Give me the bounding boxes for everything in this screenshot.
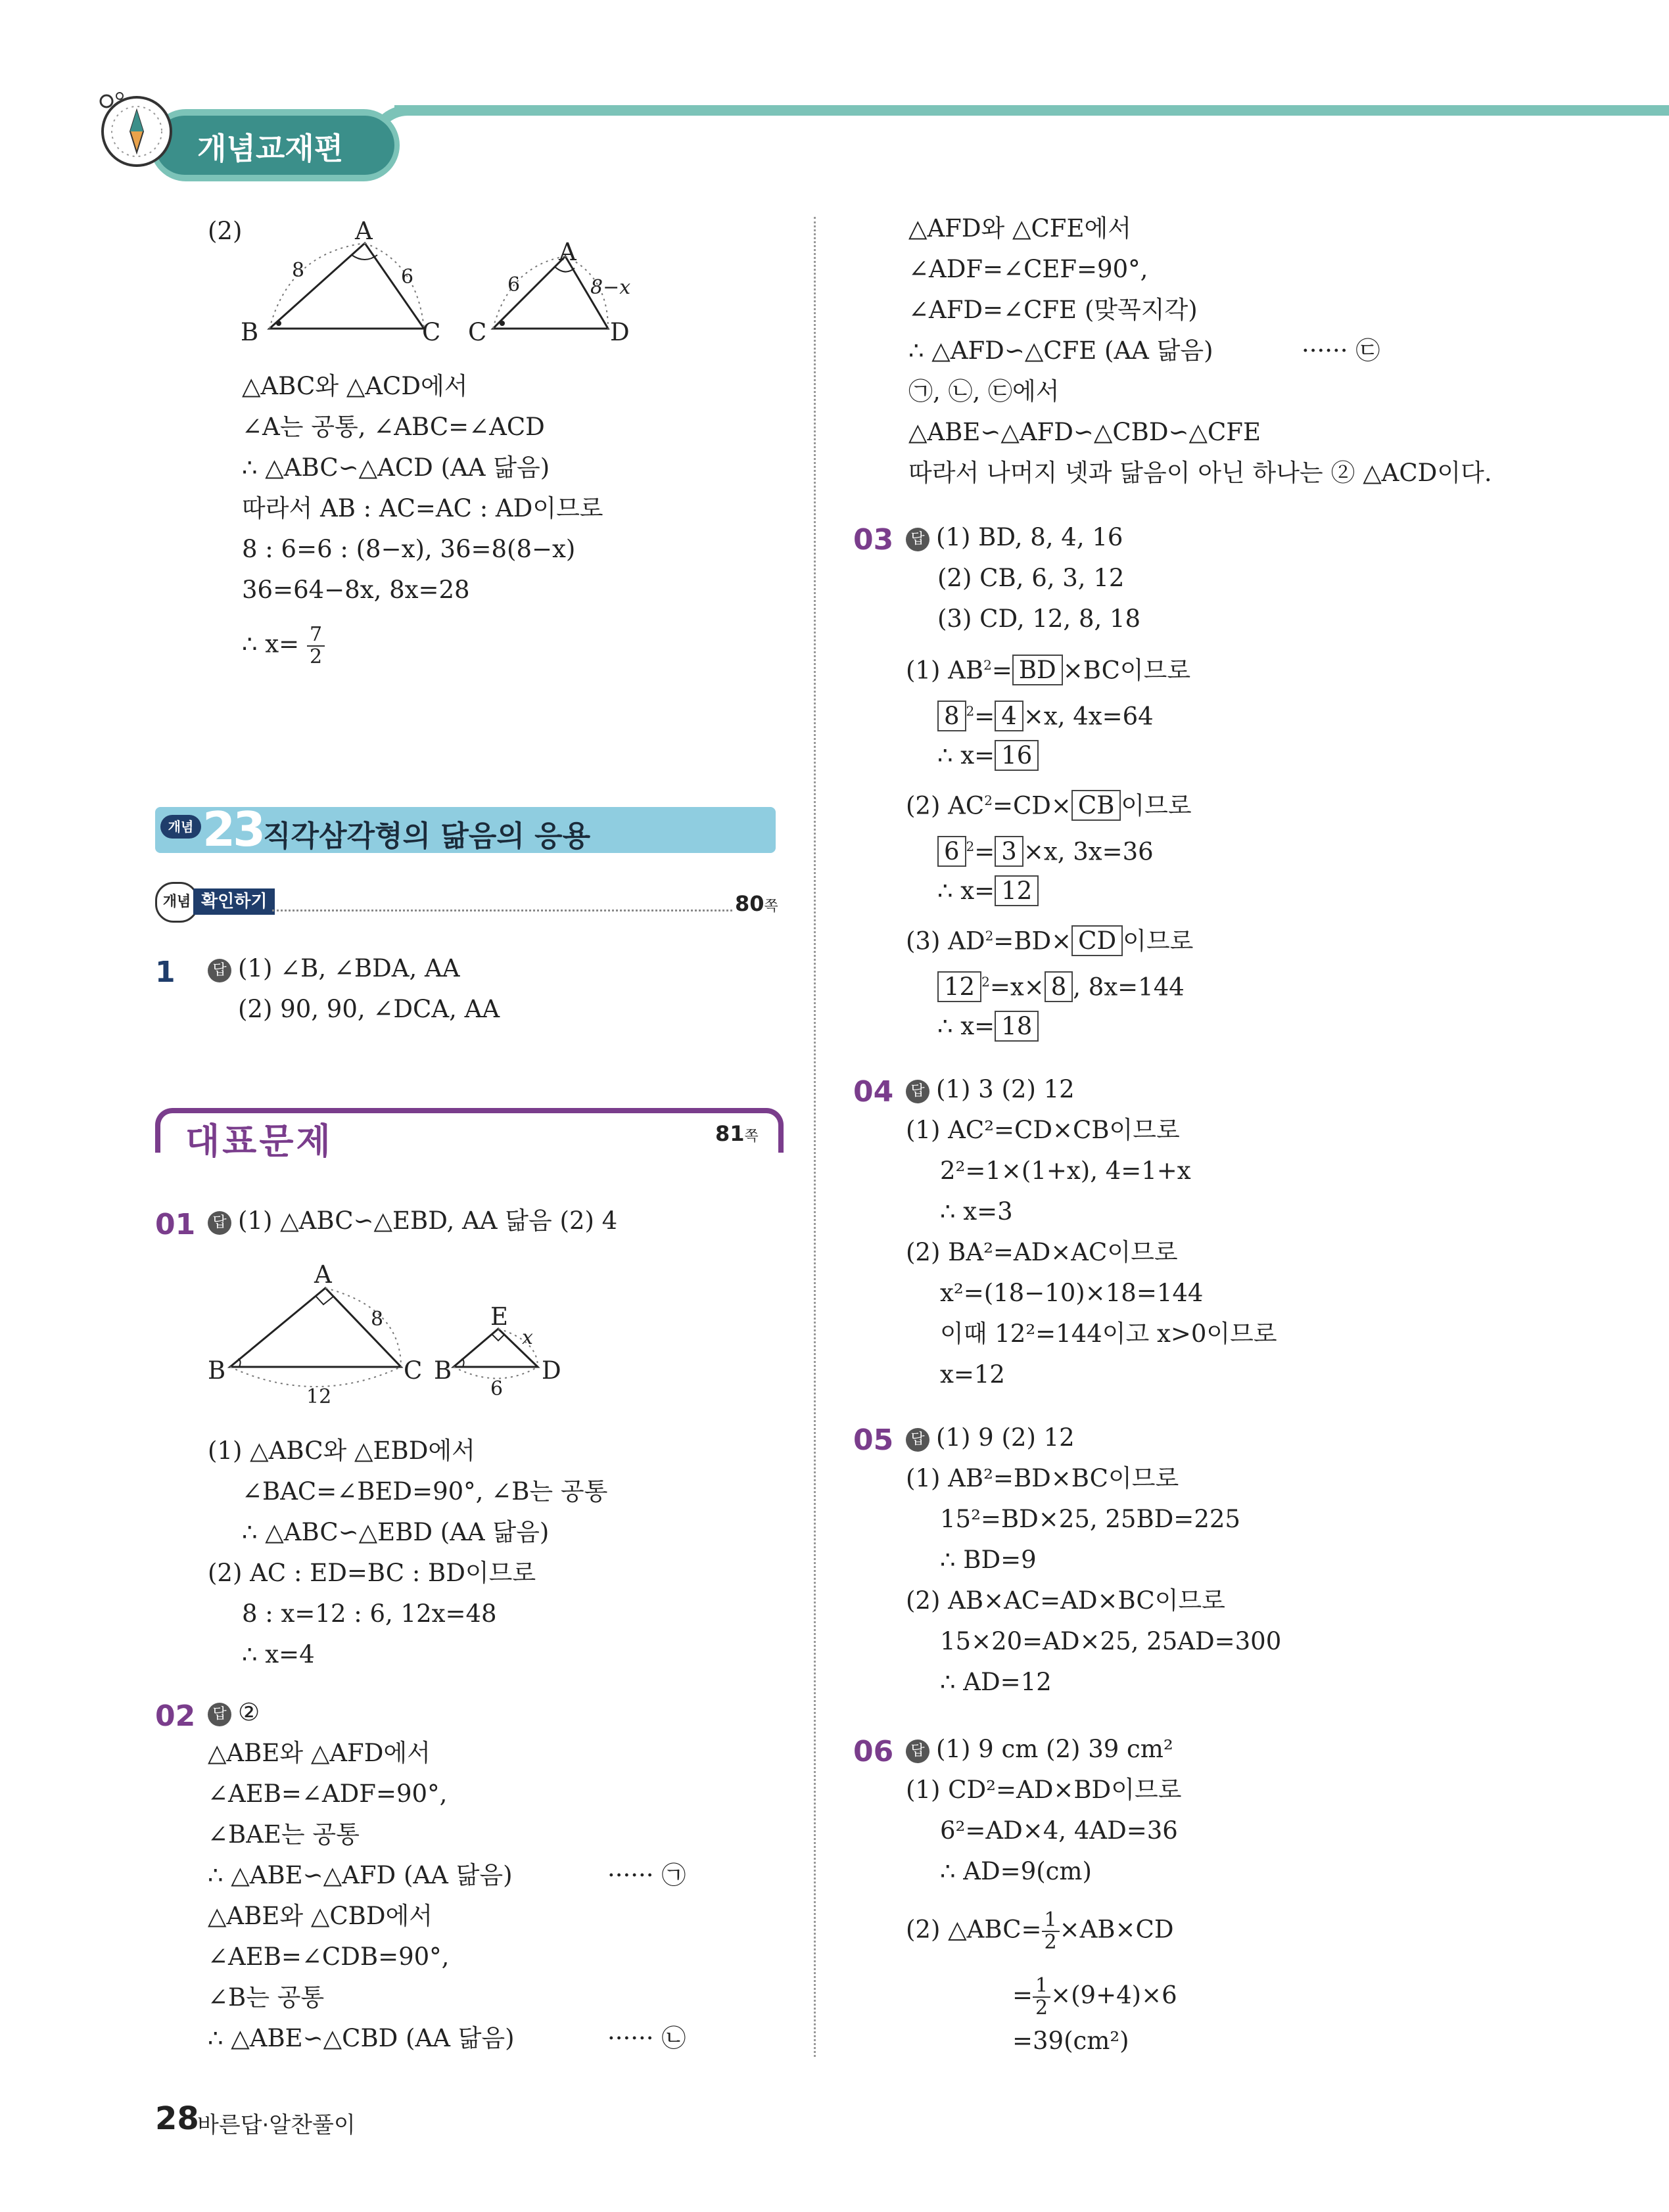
q02-line-1: ∠AEB=∠ADF=90°, [208, 1780, 448, 1808]
q02-number: 02 [155, 1699, 196, 1733]
q01-fig-C: C [404, 1356, 423, 1385]
top-line-2: ∠AFD=∠CFE (맞꼭지각) [908, 296, 1198, 324]
q05-line-0: (1) AB²=BD×BC이므로 [906, 1464, 1179, 1492]
answer-badge: 답 [208, 959, 231, 982]
top-line-5: △ABE∽△AFD∽△CBD∽△CFE [908, 418, 1261, 446]
q02-line-5: ∠AEB=∠CDB=90°, [208, 1943, 450, 1971]
q01-line-2: ∴ △ABC∽△EBD (AA 닮음) [242, 1518, 550, 1546]
q03-s3: (3) $AD^2=BD\times$ CD 이므로 [906, 927, 1194, 956]
q05-answer: 답 (1) 9 (2) 12 [906, 1423, 1075, 1452]
q01-fig-8: 8 [371, 1308, 384, 1331]
answer-badge: 답 [208, 1703, 231, 1726]
fig2-label-D: D [610, 318, 630, 346]
top-line-3: ∴ △AFD∽△CFE (AA 닮음) [908, 336, 1213, 365]
q06-line-1: 6²=AD×4, 4AD=36 [940, 1816, 1178, 1845]
q03-s1: (1) $AB^2=$ BD ×BC이므로 [906, 656, 1191, 685]
q01-fig-6: 6 [490, 1377, 504, 1400]
q03-answer-2: (3) CD, 12, 8, 18 [937, 605, 1141, 633]
q02-mark-1: ······ ㉠ [607, 1861, 686, 1889]
confirm-label: 확인하기 [193, 888, 275, 915]
q02-line-7: ∴ △ABE∽△CBD (AA 닮음) [208, 2024, 515, 2052]
section-number: 23 [202, 802, 264, 857]
q01-fig-D: D [542, 1356, 561, 1385]
q01-line-5: ∴ x=4 [242, 1640, 315, 1669]
p2-line-0: △ABC와 △ACD에서 [242, 372, 468, 400]
confirm-dots [272, 910, 732, 911]
q01-fig-A: A [314, 1260, 332, 1289]
p2-line-5: 36=64−8x, 8x=28 [242, 576, 470, 604]
q03-answer-0: 답 (1) BD, 8, 4, 16 [906, 523, 1123, 552]
q05-line-1: 15²=BD×25, 25BD=225 [940, 1505, 1240, 1533]
q06-answer: 답 (1) 9 cm (2) 39 cm² [906, 1735, 1173, 1764]
q03-s1c: ∴ x= 16 [937, 741, 1039, 770]
q02-line-3: ∴ △ABE∽△AFD (AA 닮음) [208, 1861, 513, 1889]
q06-line-0: (1) CD²=AD×BD이므로 [906, 1776, 1182, 1804]
header-bar [394, 105, 1669, 116]
q1-line-0: 답 (1) ∠B, ∠BDA, AA [208, 954, 459, 983]
q04-line-4: x²=(18−10)×18=144 [940, 1279, 1204, 1307]
q01-fig-12: 12 [306, 1385, 332, 1408]
q06-line-2: ∴ AD=9(cm) [940, 1857, 1092, 1885]
q04-answer: 답 (1) 3 (2) 12 [906, 1075, 1075, 1104]
section-title: 직각삼각형의 닮음의 응용 [263, 819, 591, 853]
fraction: $\frac{1}{2}$ [1042, 1910, 1060, 1953]
answer-badge: 답 [906, 528, 929, 551]
q01-number: 01 [155, 1208, 196, 1241]
compass-icon [97, 92, 176, 171]
q05-line-2: ∴ BD=9 [940, 1546, 1037, 1574]
q04-line-1: 2²=1×(1+x), 4=1+x [940, 1157, 1191, 1185]
fig2-label-B: B [241, 318, 259, 346]
fig2-label-6b: 6 [507, 273, 521, 296]
rep-page: 81쪽 [715, 1121, 759, 1146]
fig2-label-6: 6 [401, 265, 414, 288]
top-mark: ······ ㉢ [1302, 336, 1380, 365]
p2-line-4: 8 : 6=6 : (8−x), 36=8(8−x) [242, 535, 576, 563]
q01-line-4: 8 : x=12 : 6, 12x=48 [242, 1600, 497, 1628]
q03-number: 03 [853, 523, 894, 557]
q06-s2: (2) △ABC= $\frac{1}{2}$ ×AB×CD [906, 1908, 1174, 1954]
q01-line-1: ∠BAC=∠BED=90°, ∠B는 공통 [242, 1477, 608, 1506]
q03-s2: (2) $AC^2=CD\times$ CB 이므로 [906, 791, 1192, 820]
q01-line-0: (1) △ABC와 △EBD에서 [208, 1437, 475, 1465]
q01-answer: 답 (1) △ABC∽△EBD, AA 닮음 (2) 4 [208, 1207, 617, 1235]
section-badge: 개념 [160, 815, 201, 839]
rep-title: 대표문제 [179, 1113, 340, 1164]
q05-line-3: (2) AB×AC=AD×BC이므로 [906, 1586, 1225, 1615]
confirm-badge: 개념 [155, 882, 199, 923]
fig2-label-A2: A [559, 238, 576, 266]
q03-s2b: 6 $^2$= 3 ×x, 3x=36 [937, 832, 1154, 866]
q05-line-4: 15×20=AD×25, 25AD=300 [940, 1627, 1282, 1655]
q04-line-6: x=12 [940, 1360, 1005, 1389]
q05-number: 05 [853, 1423, 894, 1457]
answer-badge: 답 [906, 1080, 929, 1103]
q03-s3c: ∴ x= 18 [937, 1012, 1039, 1041]
q01-fig-x: x [522, 1326, 533, 1349]
fig2-label-A: A [355, 217, 373, 245]
fraction: $\frac{7}{2}$ [307, 624, 325, 668]
answer-badge: 답 [906, 1428, 929, 1452]
fig2-label-C2: C [468, 318, 487, 346]
page-number: 28 [155, 2100, 199, 2137]
fig2-label-8: 8 [292, 259, 305, 282]
fig2-label-x: 8−x [590, 276, 631, 299]
q02-mark-2: ······ ㉡ [607, 2024, 686, 2052]
q01-fig-B: B [208, 1356, 226, 1385]
q03-answer-1: (2) CB, 6, 3, 12 [937, 564, 1125, 592]
q02-line-4: △ABE와 △CBD에서 [208, 1902, 433, 1930]
q05-line-5: ∴ AD=12 [940, 1668, 1052, 1696]
q04-line-5: 이때 12²=144이고 x>0이므로 [940, 1320, 1277, 1348]
q02-line-2: ∠BAE는 공통 [208, 1820, 360, 1849]
fraction: $\frac{1}{2}$ [1033, 1975, 1050, 2019]
header-title: 개념교재편 [197, 131, 344, 166]
top-line-4: ㉠, ㉡, ㉢에서 [908, 377, 1060, 405]
p2-line-2: ∴ △ABC∽△ACD (AA 닮음) [242, 453, 550, 482]
top-line-6: 따라서 나머지 넷과 닮음이 아닌 하나는 ② △ACD이다. [908, 459, 1492, 487]
q03-s2c: ∴ x= 12 [937, 877, 1039, 906]
q04-number: 04 [853, 1075, 894, 1109]
q03-s3b: 12 $^2$=x× 8 , 8x=144 [937, 967, 1185, 1002]
q01-fig-E: E [490, 1302, 509, 1331]
q04-line-0: (1) AC²=CD×CB이므로 [906, 1116, 1180, 1144]
book-title: 바른답·알찬풀이 [197, 2112, 356, 2138]
top-line-0: △AFD와 △CFE에서 [908, 214, 1131, 242]
answer-badge: 답 [906, 1740, 929, 1763]
q01-line-3: (2) AC : ED=BC : BD이므로 [208, 1559, 536, 1587]
q02-line-6: ∠B는 공통 [208, 1983, 325, 2012]
p2-line-1: ∠A는 공통, ∠ABC=∠ACD [242, 413, 545, 441]
answer-badge: 답 [208, 1211, 231, 1235]
q02-answer: 답 ② [208, 1698, 260, 1727]
confirm-page: 80쪽 [735, 891, 778, 916]
top-line-1: ∠ADF=∠CEF=90°, [908, 255, 1148, 283]
q03-s1b: 8 $^2$= 4 ×x, 4x=64 [937, 697, 1154, 731]
q04-line-3: (2) BA²=AD×AC이므로 [906, 1238, 1178, 1266]
column-divider [814, 217, 816, 2057]
q06-s2c: =39(cm²) [1012, 2027, 1129, 2055]
q04-line-2: ∴ x=3 [940, 1197, 1013, 1226]
p2-line-3: 따라서 AB : AC=AC : AD이므로 [242, 494, 603, 522]
fig2-label: (2) [208, 217, 243, 245]
q1-line-1: (2) 90, 90, ∠DCA, AA [238, 995, 500, 1023]
q1-number: 1 [155, 956, 176, 989]
p2-final: ∴ x= $\frac{7}{2}$ [242, 624, 325, 668]
q02-line-0: △ABE와 △AFD에서 [208, 1739, 431, 1767]
fig2-label-C: C [422, 318, 441, 346]
q06-s2b: = $\frac{1}{2}$ ×(9+4)×6 [1012, 1974, 1177, 2019]
q01-fig-B2: B [434, 1356, 452, 1385]
q06-number: 06 [853, 1735, 894, 1768]
